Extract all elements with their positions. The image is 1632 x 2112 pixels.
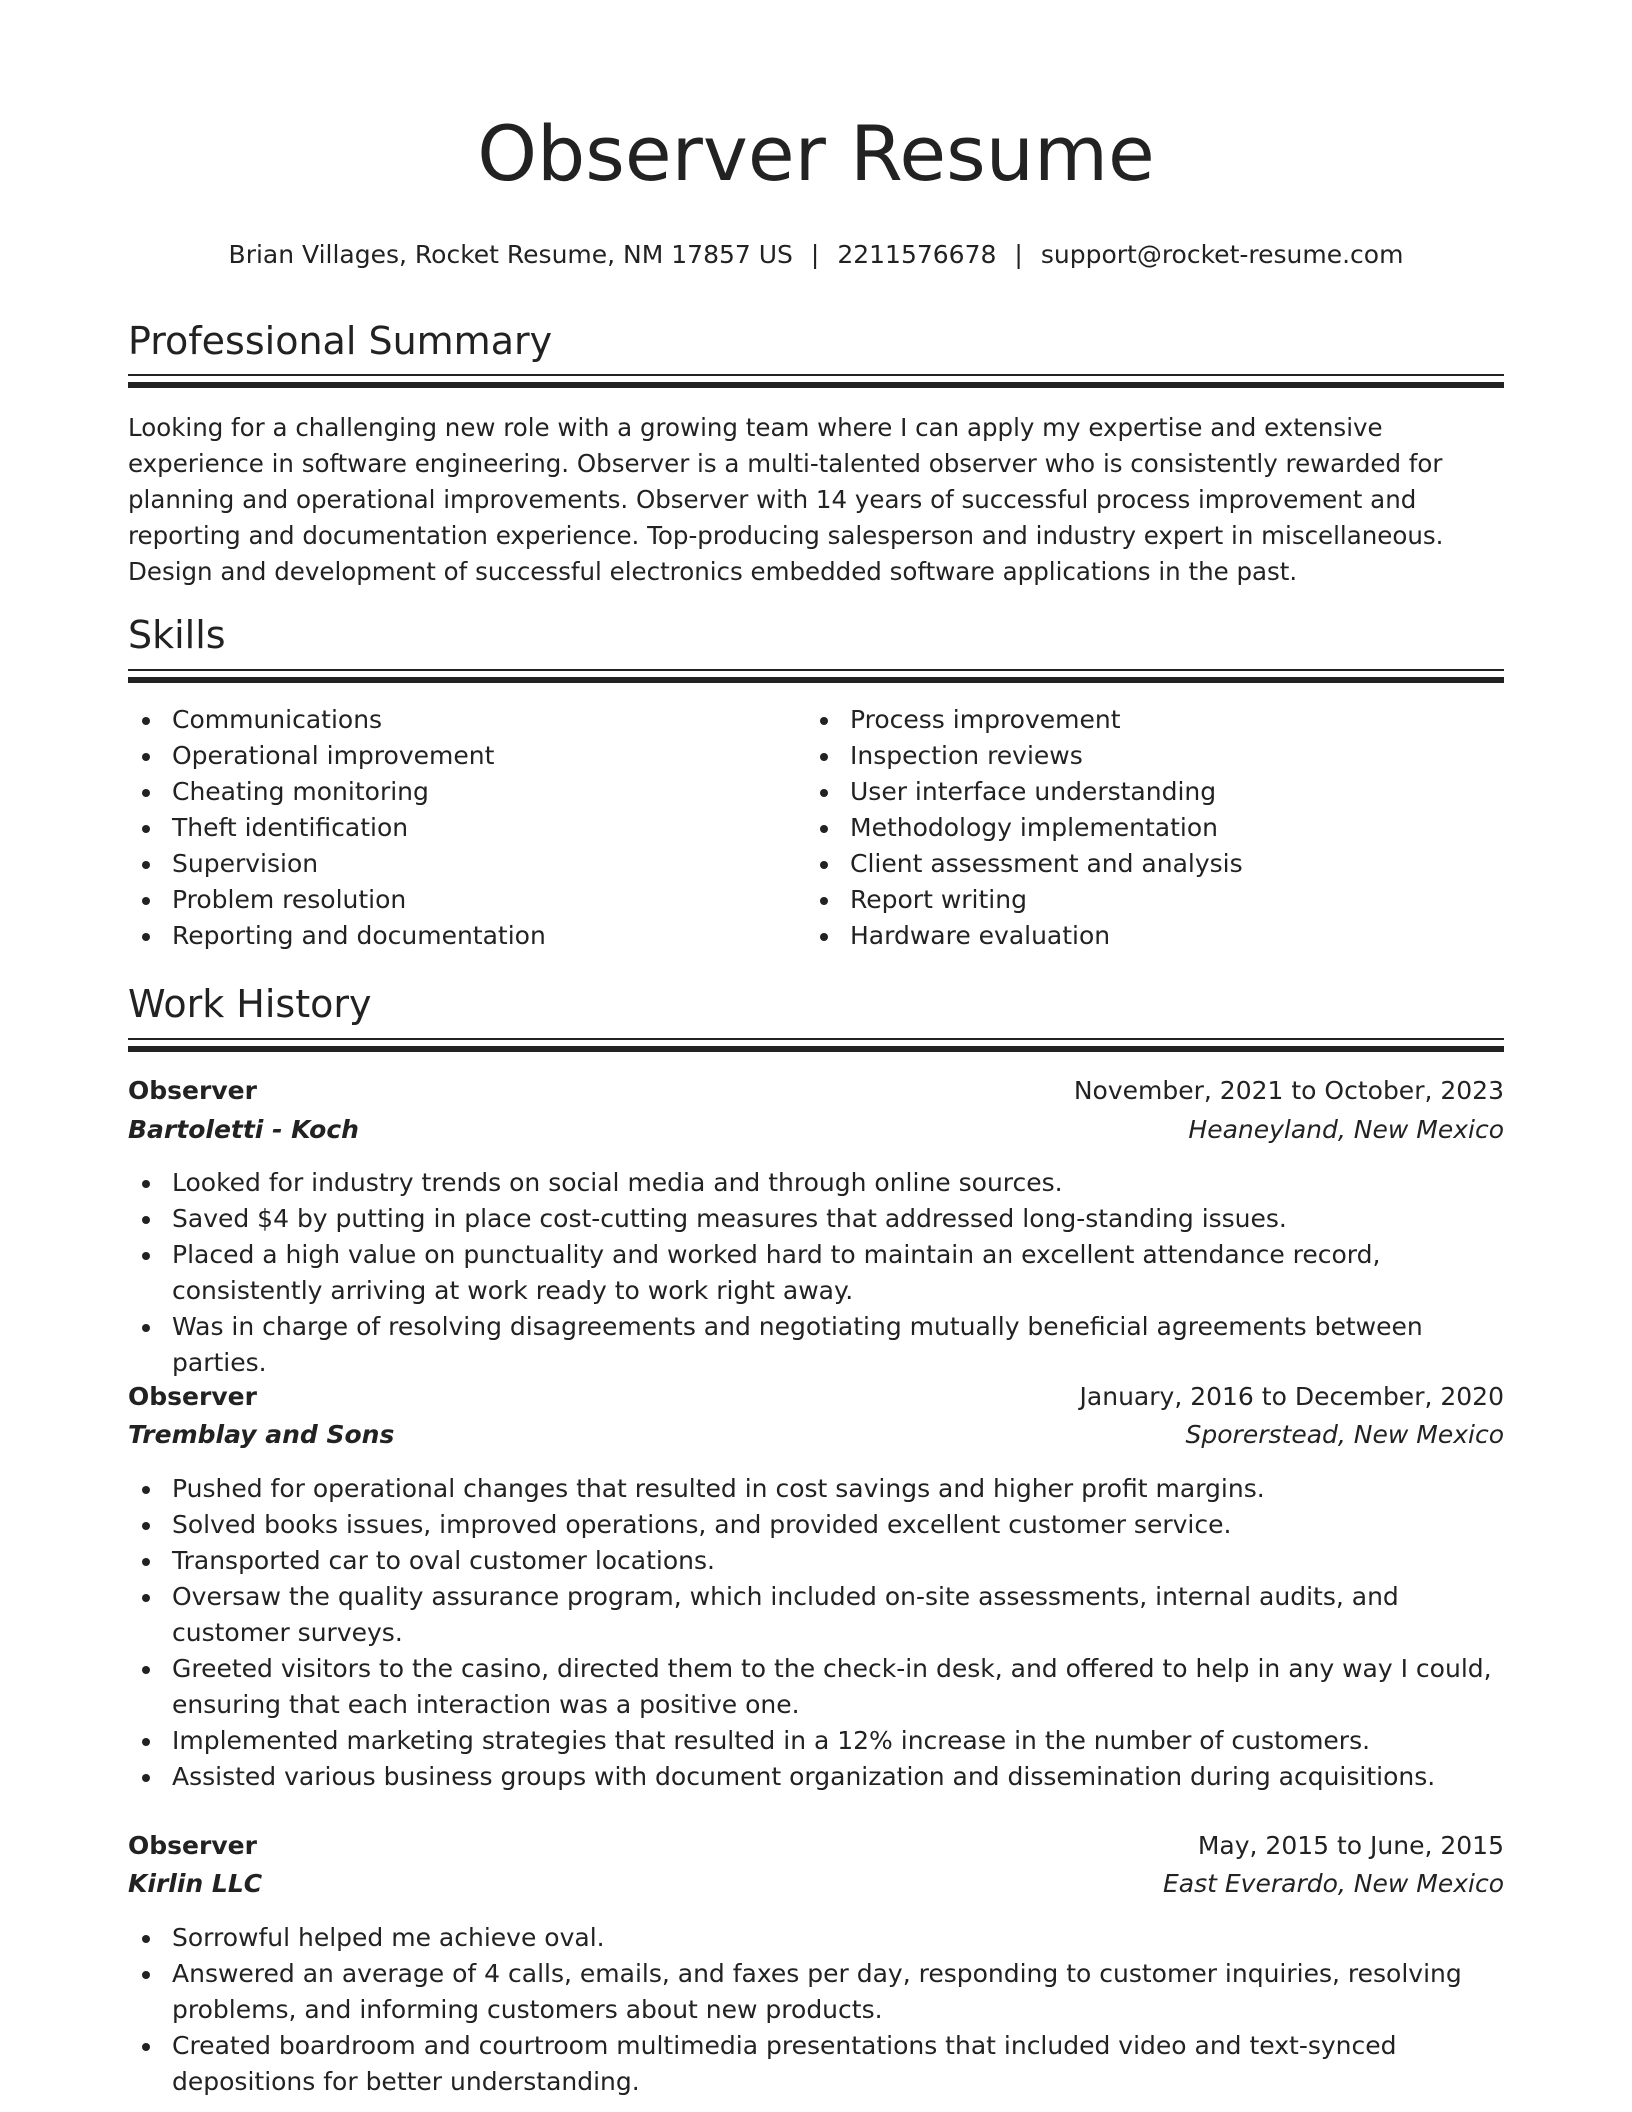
job-bullet: Implemented marketing strategies that resulted in a 12% increase in the number of customers. bbox=[128, 1723, 1504, 1759]
job-bullet: Solved books issues, improved operations, and provided excellent customer service. bbox=[128, 1507, 1504, 1543]
summary-text: Looking for a challenging new role with a growing team where I can apply my expertise and extensive experience in software engineering. Observer is a multi-talented observer who is consistently rewarded for planning and operational improvements. Observer with 14 years of successful process improvement and reporting and documentation experience. Top-producing salesperson and industry expert in miscellaneous. Design and development of successful electronics embedded software applications in the past. bbox=[128, 413, 1444, 586]
phone: 2211576678 bbox=[837, 240, 997, 269]
job-bullet: Created boardroom and courtroom multimedia presentations that included video and text-synced depositions for better understanding. bbox=[128, 2028, 1504, 2100]
job-bullet: Saved $4 by putting in place cost-cutting measures that addressed long-standing issues. bbox=[128, 1201, 1504, 1237]
job-bullets bbox=[128, 1920, 1504, 2100]
job-subheader bbox=[128, 1867, 1504, 1901]
job-bullet: Pushed for operational changes that resulted in cost savings and higher profit margins. bbox=[128, 1471, 1504, 1507]
company-name: Tremblay and Sons bbox=[128, 1420, 395, 1449]
job-title: Observer bbox=[128, 1382, 257, 1411]
skill-item: Client assessment and analysis bbox=[806, 846, 1466, 882]
job-bullet: Answered an average of 4 calls, emails, and faxes per day, responding to customer inquiries, resolving problems, and informing customers about new products. bbox=[128, 1956, 1504, 2028]
job-header bbox=[128, 1829, 1504, 1863]
skill-item: Reporting and documentation bbox=[128, 918, 788, 954]
skill-item: Supervision bbox=[128, 846, 788, 882]
job-location: Sporerstead, New Mexico bbox=[1185, 1420, 1504, 1449]
job-bullet: Placed a high value on punctuality and worked hard to maintain an excellent attendance record, consistently arriving at work ready to work right away. bbox=[128, 1237, 1504, 1309]
company-name: Kirlin LLC bbox=[128, 1869, 263, 1898]
skill-item: Cheating monitoring bbox=[128, 774, 788, 810]
section-title-summary: Professional Summary bbox=[128, 319, 553, 363]
job-header bbox=[128, 1074, 1504, 1108]
separator: | bbox=[810, 240, 820, 269]
section-rule bbox=[128, 382, 1504, 388]
summary-section-header bbox=[128, 319, 1504, 363]
section-rule bbox=[128, 1038, 1504, 1040]
skill-item: User interface understanding bbox=[806, 774, 1466, 810]
job-title: Observer bbox=[128, 1831, 257, 1860]
job-dates: January, 2016 to December, 2020 bbox=[1079, 1382, 1504, 1411]
skill-item: Theft identification bbox=[128, 810, 788, 846]
job-header bbox=[128, 1380, 1504, 1414]
job-location: Heaneyland, New Mexico bbox=[1188, 1115, 1504, 1144]
email: support@rocket-resume.com bbox=[1040, 240, 1404, 269]
job-bullet: Sorrowful helped me achieve oval. bbox=[128, 1920, 1504, 1956]
job-subheader bbox=[128, 1113, 1504, 1147]
job-bullet: Looked for industry trends on social media and through online sources. bbox=[128, 1165, 1504, 1201]
job-bullet: Was in charge of resolving disagreements and negotiating mutually beneficial agreements between parties. bbox=[128, 1309, 1504, 1381]
skills-section-header bbox=[128, 613, 1504, 657]
section-rule bbox=[128, 1046, 1504, 1052]
job-bullets bbox=[128, 1471, 1504, 1795]
address: Brian Villages, Rocket Resume, NM 17857 US bbox=[228, 240, 793, 269]
job-subheader bbox=[128, 1418, 1504, 1452]
skill-item: Problem resolution bbox=[128, 882, 788, 918]
company-name: Bartoletti - Koch bbox=[128, 1115, 359, 1144]
section-rule bbox=[128, 669, 1504, 671]
section-rule bbox=[128, 374, 1504, 376]
skill-item: Hardware evaluation bbox=[806, 918, 1466, 954]
job-bullets bbox=[128, 1165, 1504, 1381]
section-rule bbox=[128, 677, 1504, 683]
job-bullet: Greeted visitors to the casino, directed them to the check-in desk, and offered to help in any way I could, ensuring that each interaction was a positive one. bbox=[128, 1651, 1504, 1723]
job-dates: November, 2021 to October, 2023 bbox=[1073, 1076, 1504, 1105]
skill-item: Report writing bbox=[806, 882, 1466, 918]
skills-list-left bbox=[128, 702, 788, 954]
page-title: Observer Resume bbox=[477, 109, 1155, 198]
job-title: Observer bbox=[128, 1076, 257, 1105]
job-bullet: Assisted various business groups with document organization and dissemination during acquisitions. bbox=[128, 1759, 1504, 1795]
contact-line bbox=[0, 242, 1632, 267]
job-bullet: Transported car to oval customer locations. bbox=[128, 1543, 1504, 1579]
section-title-work: Work History bbox=[128, 982, 372, 1026]
skill-item: Operational improvement bbox=[128, 738, 788, 774]
skills-list-right bbox=[806, 702, 1466, 954]
separator: | bbox=[1014, 240, 1023, 269]
job-location: East Everardo, New Mexico bbox=[1162, 1869, 1504, 1898]
skill-item: Methodology implementation bbox=[806, 810, 1466, 846]
section-title-skills: Skills bbox=[128, 613, 226, 657]
job-bullet: Oversaw the quality assurance program, which included on-site assessments, internal audits, and customer surveys. bbox=[128, 1579, 1504, 1651]
work-section-header bbox=[128, 982, 1504, 1026]
skill-item: Inspection reviews bbox=[806, 738, 1466, 774]
skill-item: Process improvement bbox=[806, 702, 1466, 738]
skill-item: Communications bbox=[128, 702, 788, 738]
job-dates: May, 2015 to June, 2015 bbox=[1197, 1831, 1504, 1860]
